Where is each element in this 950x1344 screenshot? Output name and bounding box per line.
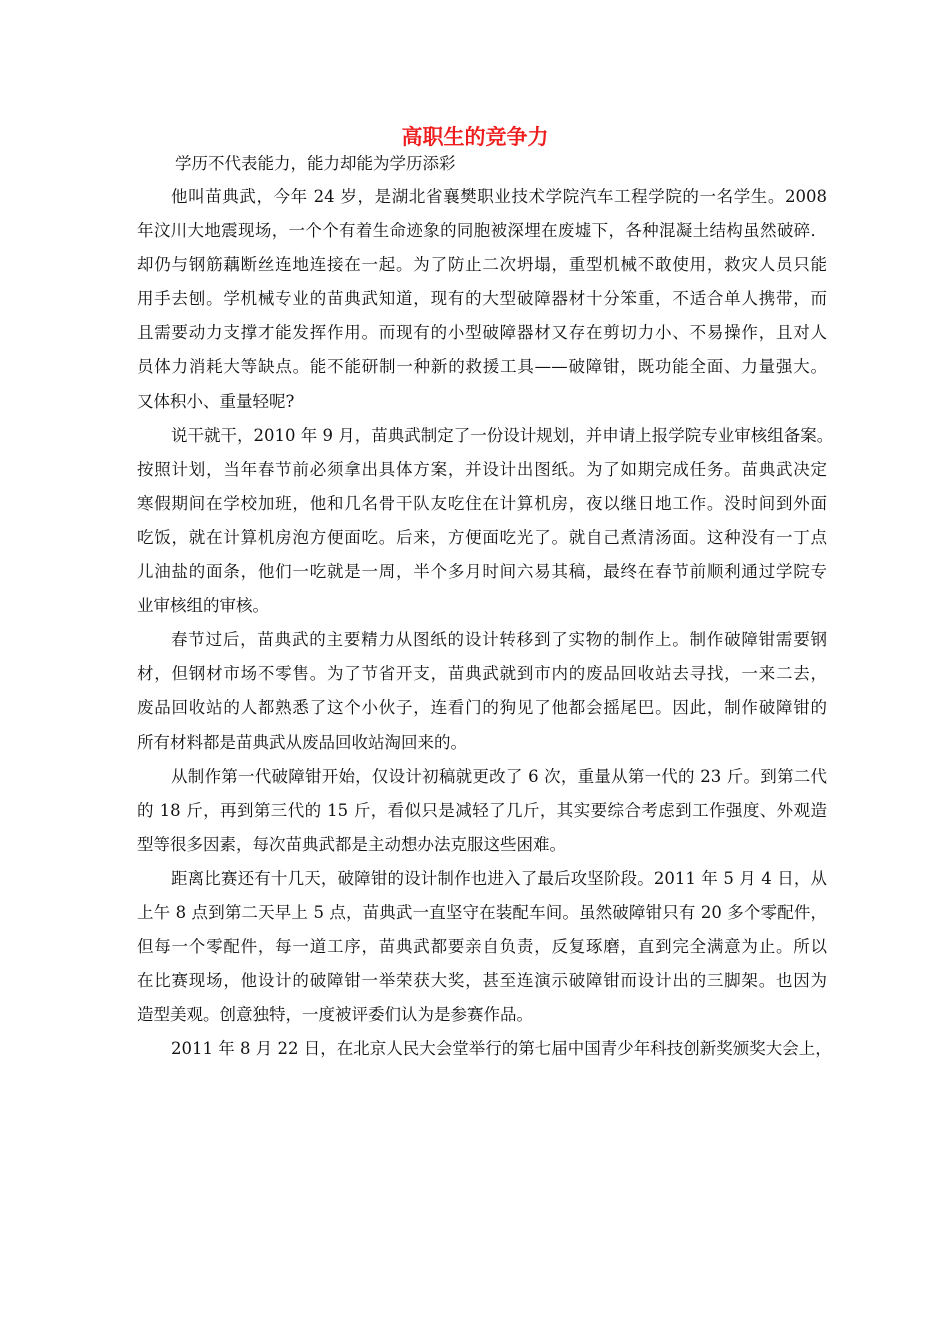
paragraph-line: 上午 8 点到第二天早上 5 点，苗典武一直坚守在装配车间。虽然破障钳只有 20 多个零配件， — [137, 902, 827, 922]
paragraph-line: 却仍与钢筋藕断丝连地连接在一起。为了防止二次坍塌，重型机械不敢使用，救灾人员只能 — [137, 255, 827, 275]
document-subtitle: 学历不代表能力，能力却能为学历添彩 — [175, 154, 456, 173]
document-title: 高职生的竞争力 — [401, 124, 549, 149]
paragraph-line: 寒假期间在学校加班，他和几名骨干队友吃住在计算机房，夜以继日地工作。没时间到外面 — [137, 493, 827, 513]
paragraph-line: 按照计划，当年春节前必须拿出具体方案，并设计出图纸。为了如期完成任务。苗典武决定 — [137, 459, 827, 479]
paragraph-line: 吃饭，就在计算机房泡方便面吃。后来，方便面吃光了。就自己煮清汤面。这种没有一丁点 — [137, 527, 827, 547]
paragraph — [137, 623, 827, 759]
paragraph-line: 在比赛现场，他设计的破障钳一举荣获大奖，甚至连演示破障钳而设计出的三脚架。也因为 — [137, 971, 827, 991]
paragraph — [137, 862, 827, 1032]
paragraph-line: 又体积小、重量轻呢? — [137, 391, 295, 411]
paragraph — [137, 760, 827, 862]
paragraph — [137, 180, 827, 419]
paragraph-line: 型等很多因素，每次苗典武都是主动想办法克服这些困难。 — [137, 834, 566, 854]
paragraph-line: 且需要动力支撑才能发挥作用。而现有的小型破障器材又存在剪切力小、不易操作，且对人 — [137, 323, 827, 343]
paragraph-line: 员体力消耗大等缺点。能不能研制一种新的救援工具——破障钳，既功能全面、力量强大。 — [137, 357, 827, 377]
paragraph-line: 材，但钢材市场不零售。为了节省开支，苗典武就到市内的废品回收站去寻找，一来二去， — [137, 664, 827, 684]
paragraph-line: 2011 年 8 月 22 日，在北京人民大会堂举行的第七届中国青少年科技创新奖颁奖大会上， — [171, 1039, 832, 1059]
paragraph — [137, 1032, 832, 1066]
paragraph-line: 儿油盐的面条，他们一吃就是一周，半个多月时间六易其稿，最终在春节前顺利通过学院专 — [137, 562, 827, 582]
paragraph — [137, 419, 834, 624]
paragraph-line: 但每一个零配件，每一道工序，苗典武都要亲自负责，反复琢磨，直到完全满意为止。所以 — [137, 937, 827, 957]
paragraph-line: 春节过后，苗典武的主要精力从图纸的设计转移到了实物的制作上。制作破障钳需要钢 — [171, 630, 827, 650]
paragraph-line: 废品回收站的人都熟悉了这个小伙子，连看门的狗见了他都会摇尾巴。因此，制作破障钳的 — [137, 698, 827, 718]
paragraph-line: 说干就干，2010 年 9 月，苗典武制定了一份设计规划，并申请上报学院专业审核组备案。 — [171, 425, 834, 445]
paragraph-line: 业审核组的审核。 — [137, 596, 269, 616]
paragraph-line: 的 18 斤，再到第三代的 15 斤，看似只是减轻了几斤，其实要综合考虑到工作强度、外观造 — [137, 800, 827, 820]
paragraph-line: 从制作第一代破障钳开始，仅设计初稿就更改了 6 次，重量从第一代的 23 斤。到第二代 — [171, 766, 827, 786]
paragraph-line: 造型美观。创意独特，一度被评委们认为是参赛作品。 — [137, 1005, 533, 1025]
paragraph-line: 距离比赛还有十几天，破障钳的设计制作也进入了最后攻坚阶段。2011 年 5 月 4 日，从 — [171, 868, 827, 888]
paragraph-line: 年汶川大地震现场，一个个有着生命迹象的同胞被深埋在废墟下，各种混凝土结构虽然破碎． — [137, 221, 827, 241]
paragraph-line: 所有材料都是苗典武从废品回收站淘回来的。 — [137, 732, 467, 752]
paragraph-line: 用手去刨。学机械专业的苗典武知道，现有的大型破障器材十分笨重，不适合单人携带，而 — [137, 289, 827, 309]
document-body — [137, 180, 834, 1066]
paragraph-line: 他叫苗典武，今年 24 岁，是湖北省襄樊职业技术学院汽车工程学院的一名学生。2008 — [171, 187, 827, 206]
